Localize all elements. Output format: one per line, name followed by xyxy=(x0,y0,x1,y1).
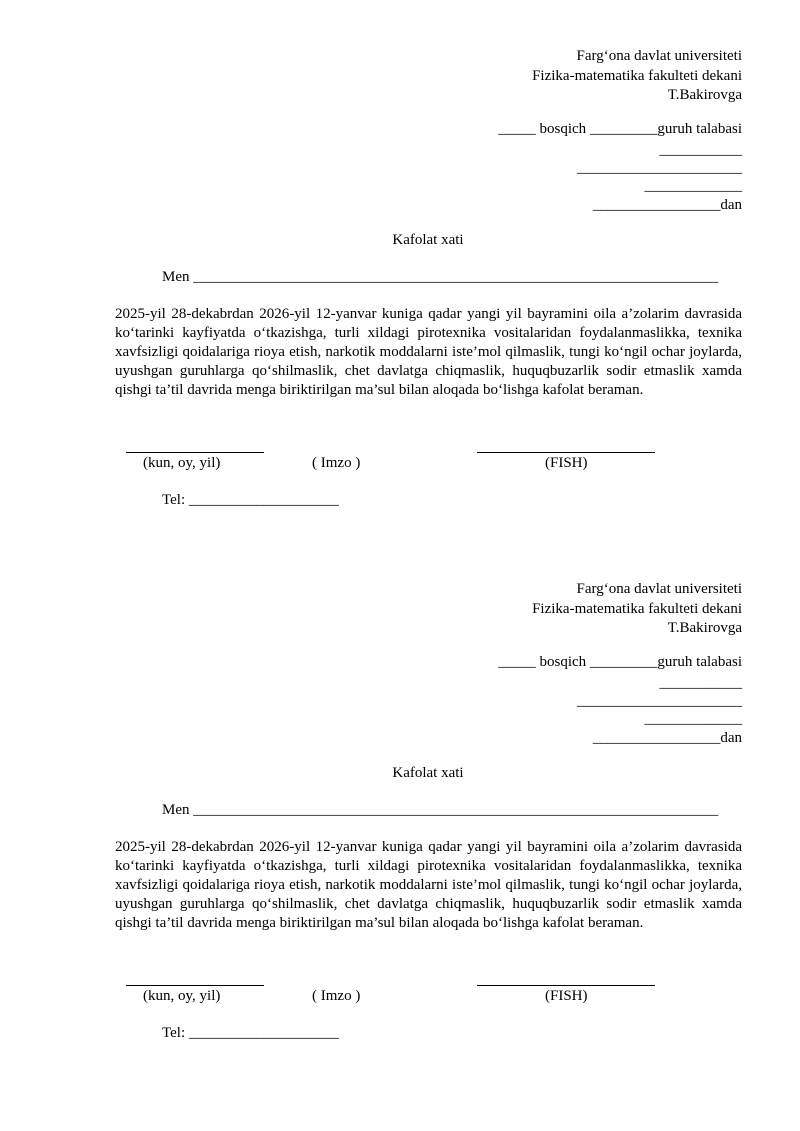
sender-blank-line-4: _____________ xyxy=(644,178,742,194)
guarantee-letter-form-1 xyxy=(0,0,800,520)
date-label: (kun, oy, yil) xyxy=(143,455,221,471)
addressee-position: Fizika-matematika fakulteti dekani xyxy=(532,67,742,84)
sender-from-line: _________________dan xyxy=(592,730,742,746)
addressee-university: Farg‘ona davlat universiteti xyxy=(576,48,742,64)
sender-course-line: _____ bosqich _________guruh talabasi xyxy=(498,121,742,137)
fish-label: (FISH) xyxy=(545,988,588,1004)
sender-course-line: _____ bosqich _________guruh talabasi xyxy=(498,654,742,670)
addressee-block xyxy=(532,580,742,639)
signature-label: ( Imzo ) xyxy=(312,455,361,471)
fish-signature-rule xyxy=(477,452,655,453)
addressee-block xyxy=(532,47,742,106)
addressee-position: Fizika-matematika fakulteti dekani xyxy=(532,600,742,617)
sender-blank-line-4: _____________ xyxy=(644,711,742,727)
men-name-line: Men ______________________________________________________________________ xyxy=(162,802,719,818)
sender-from-line: _________________dan xyxy=(592,197,742,213)
letter-title: Kafolat xati xyxy=(392,232,464,248)
sender-blank-line-3: ______________________ xyxy=(577,160,742,176)
tel-line: Tel: ____________________ xyxy=(162,492,339,508)
fish-signature-rule xyxy=(477,985,655,986)
date-signature-rule xyxy=(126,985,264,986)
letter-body: 2025-yil 28-dekabrdan 2026-yil 12-yanvar kuniga qadar yangi yil bayramini oila a’zolarim davrasida ko‘tarinki kayfiyatda o‘tkazishga, turli xildagi pirotexnika vositalaridan foydalanmaslikka, texnika xavfsizligi qoidalariga rioya etish, narkotik moddalarni iste’mol qilmaslik, tungi ko‘ngil ochar joylarda, uyushgan guruhlarga qo‘shilmaslik, chet davlatga chiqmaslik, huquqbuzarlik sodir etmaslik xamda qishgi ta’til davrida menga biriktirilgan ma’sul bilan aloqada bo‘lishga kafolat beraman. xyxy=(115,839,742,931)
letter-body: 2025-yil 28-dekabrdan 2026-yil 12-yanvar kuniga qadar yangi yil bayramini oila a’zolarim davrasida ko‘tarinki kayfiyatda o‘tkazishga, turli xildagi pirotexnika vositalaridan foydalanmaslikka, texnika xavfsizligi qoidalariga rioya etish, narkotik moddalarni iste’mol qilmaslik, tungi ko‘ngil ochar joylarda, uyushgan guruhlarga qo‘shilmaslik, chet davlatga chiqmaslik, huquqbuzarlik sodir etmaslik xamda qishgi ta’til davrida menga biriktirilgan ma’sul bilan aloqada bo‘lishga kafolat beraman. xyxy=(115,306,742,398)
sender-blank-line-2: ___________ xyxy=(659,675,742,691)
addressee-university: Farg‘ona davlat universiteti xyxy=(576,581,742,597)
date-signature-rule xyxy=(126,452,264,453)
fish-label: (FISH) xyxy=(545,455,588,471)
addressee-name: T.Bakirovga xyxy=(667,87,742,103)
signature-label: ( Imzo ) xyxy=(312,988,361,1004)
guarantee-letter-form-2 xyxy=(0,533,800,1053)
letter-title: Kafolat xati xyxy=(392,765,464,781)
tel-line: Tel: ____________________ xyxy=(162,1025,339,1041)
sender-blank-line-2: ___________ xyxy=(659,142,742,158)
sender-blank-line-3: ______________________ xyxy=(577,693,742,709)
men-name-line: Men ______________________________________________________________________ xyxy=(162,269,719,285)
date-label: (kun, oy, yil) xyxy=(143,988,221,1004)
addressee-name: T.Bakirovga xyxy=(667,620,742,636)
